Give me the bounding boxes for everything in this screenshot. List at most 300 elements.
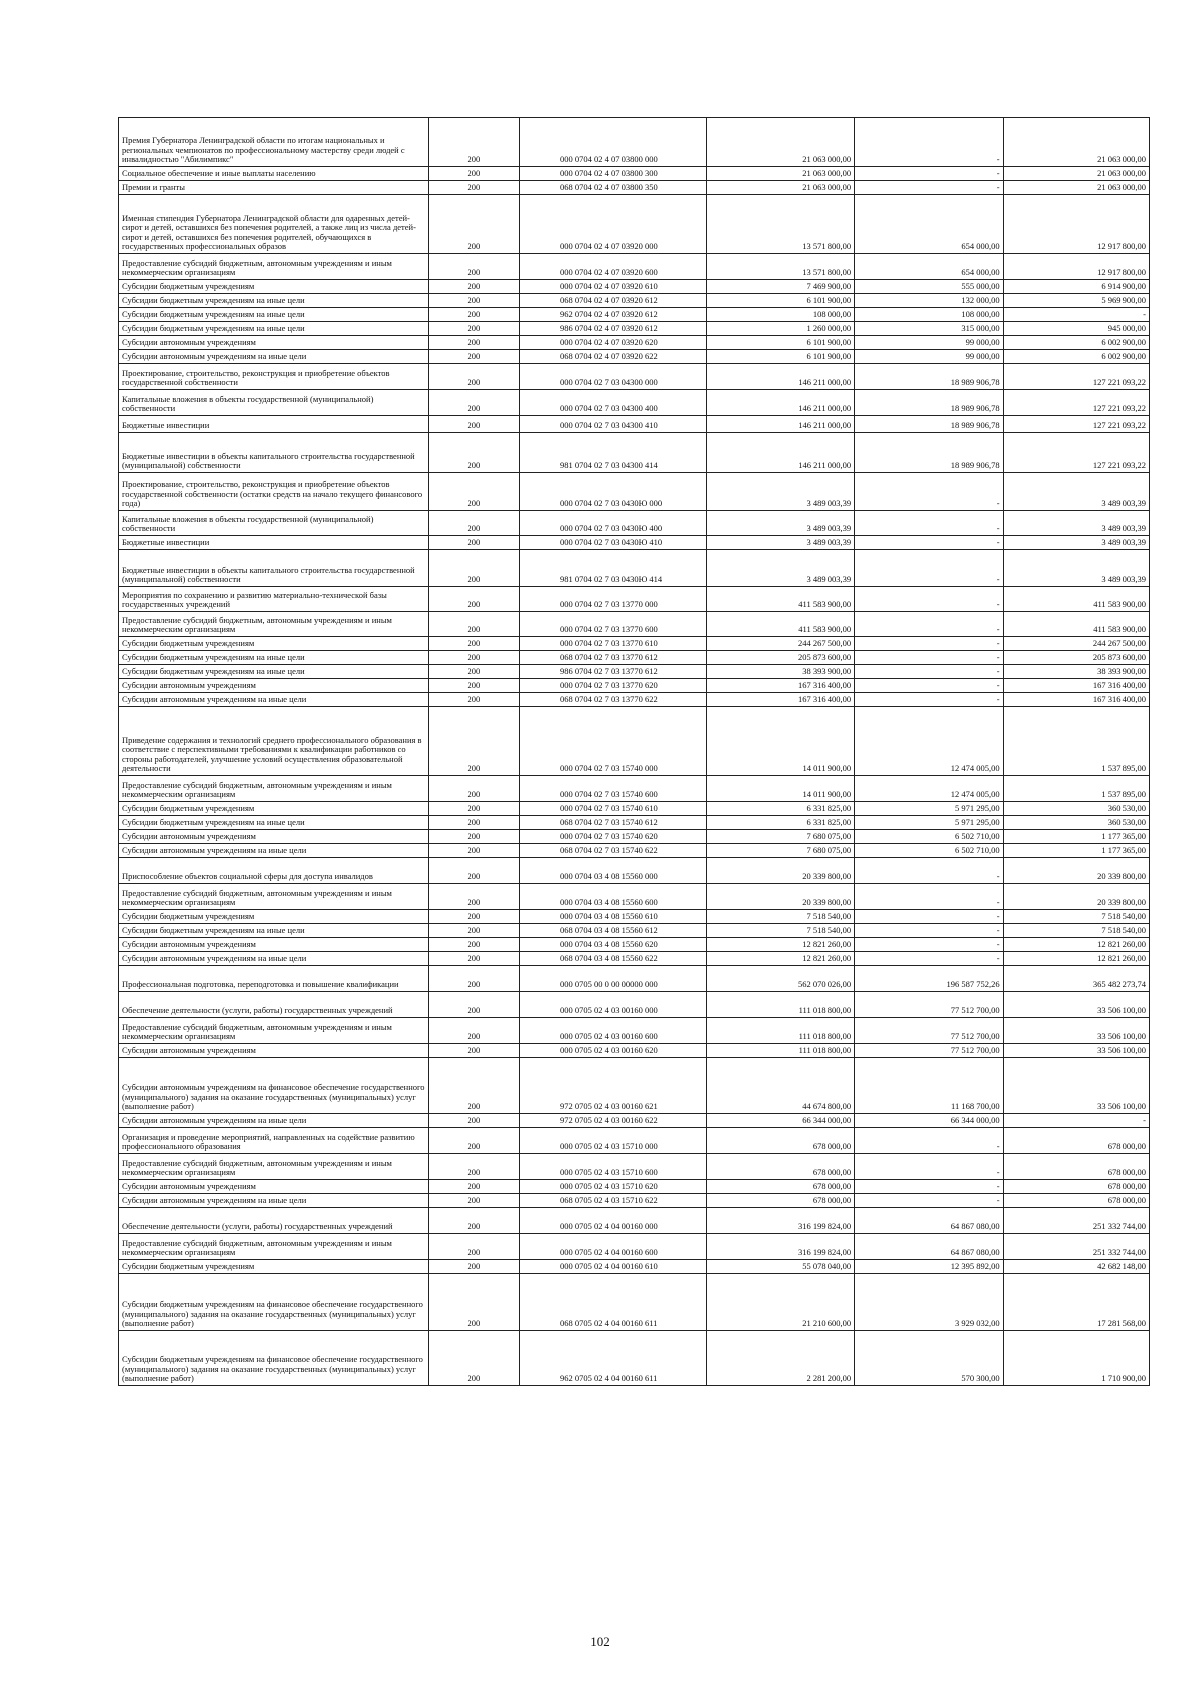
table-row [119, 1128, 1150, 1154]
table-row [119, 587, 1150, 612]
row-name-cell: Бюджетные инвестиции [119, 536, 429, 550]
row-code-cell: 200 [428, 1114, 519, 1128]
row-remaining-amount-cell: 7 518 540,00 [1003, 924, 1149, 938]
row-classification-cell: 000 0704 02 4 07 03920 000 [519, 195, 706, 254]
row-approved-amount-cell: 6 101 900,00 [706, 350, 854, 364]
row-approved-amount-cell: 146 211 000,00 [706, 416, 854, 433]
row-approved-amount-cell: 7 680 075,00 [706, 830, 854, 844]
row-code-cell: 200 [428, 1208, 519, 1234]
row-classification-cell: 000 0704 02 4 07 03800 000 [519, 118, 706, 167]
row-executed-amount-cell: - [855, 693, 1003, 707]
row-code-cell: 200 [428, 858, 519, 884]
row-name-cell: Обеспечение деятельности (услуги, работы) государственных учреждений [119, 992, 429, 1018]
row-code-cell: 200 [428, 966, 519, 992]
row-code-cell: 200 [428, 612, 519, 637]
row-classification-cell: 000 0705 02 4 04 00160 600 [519, 1234, 706, 1260]
table-row [119, 167, 1150, 181]
row-approved-amount-cell: 3 489 003,39 [706, 536, 854, 550]
row-executed-amount-cell: - [855, 679, 1003, 693]
row-name-cell: Субсидии автономным учреждениям [119, 1180, 429, 1194]
row-remaining-amount-cell: 17 281 568,00 [1003, 1274, 1149, 1331]
row-approved-amount-cell: 562 070 026,00 [706, 966, 854, 992]
row-classification-cell: 000 0704 03 4 08 15560 620 [519, 938, 706, 952]
row-approved-amount-cell: 316 199 824,00 [706, 1208, 854, 1234]
table-row [119, 830, 1150, 844]
row-classification-cell: 962 0705 02 4 04 00160 611 [519, 1331, 706, 1386]
table-row [119, 776, 1150, 802]
row-remaining-amount-cell: 205 873 600,00 [1003, 651, 1149, 665]
row-remaining-amount-cell: 251 332 744,00 [1003, 1234, 1149, 1260]
row-remaining-amount-cell: 127 221 093,22 [1003, 364, 1149, 390]
row-code-cell: 200 [428, 118, 519, 167]
row-code-cell: 200 [428, 1260, 519, 1274]
row-name-cell: Субсидии бюджетным учреждениям на иные цели [119, 924, 429, 938]
row-name-cell: Субсидии автономным учреждениям на иные цели [119, 952, 429, 966]
row-executed-amount-cell: 132 000,00 [855, 294, 1003, 308]
row-name-cell: Капитальные вложения в объекты государственной (муниципальной) собственности [119, 511, 429, 536]
row-classification-cell: 000 0705 02 4 03 15710 600 [519, 1154, 706, 1180]
table-row [119, 308, 1150, 322]
row-name-cell: Субсидии бюджетным учреждениям на финансовое обеспечение государственного (муниципального) задания на оказание государственных (муниципальных) услуг (выполнение работ) [119, 1274, 429, 1331]
row-remaining-amount-cell: 3 489 003,39 [1003, 550, 1149, 587]
row-name-cell: Субсидии автономным учреждениям [119, 830, 429, 844]
row-name-cell: Профессиональная подготовка, переподготовка и повышение квалификации [119, 966, 429, 992]
row-name-cell: Премии и гранты [119, 181, 429, 195]
table-row [119, 1018, 1150, 1044]
row-approved-amount-cell: 2 281 200,00 [706, 1331, 854, 1386]
row-classification-cell: 000 0704 02 4 07 03920 600 [519, 254, 706, 280]
row-approved-amount-cell: 7 518 540,00 [706, 910, 854, 924]
row-code-cell: 200 [428, 1180, 519, 1194]
row-remaining-amount-cell: 33 506 100,00 [1003, 1018, 1149, 1044]
row-approved-amount-cell: 411 583 900,00 [706, 612, 854, 637]
row-code-cell: 200 [428, 1128, 519, 1154]
row-code-cell: 200 [428, 433, 519, 473]
row-classification-cell: 000 0704 02 7 03 13770 620 [519, 679, 706, 693]
row-remaining-amount-cell: 6 002 900,00 [1003, 336, 1149, 350]
row-classification-cell: 000 0705 02 4 03 00160 620 [519, 1044, 706, 1058]
row-name-cell: Субсидии автономным учреждениям на иные цели [119, 693, 429, 707]
row-code-cell: 200 [428, 195, 519, 254]
row-remaining-amount-cell: 33 506 100,00 [1003, 992, 1149, 1018]
row-classification-cell: 000 0705 00 0 00 00000 000 [519, 966, 706, 992]
row-code-cell: 200 [428, 416, 519, 433]
row-approved-amount-cell: 678 000,00 [706, 1154, 854, 1180]
row-classification-cell: 068 0704 03 4 08 15560 612 [519, 924, 706, 938]
row-remaining-amount-cell: 7 518 540,00 [1003, 910, 1149, 924]
row-approved-amount-cell: 7 469 900,00 [706, 280, 854, 294]
row-executed-amount-cell: - [855, 550, 1003, 587]
row-approved-amount-cell: 678 000,00 [706, 1128, 854, 1154]
row-executed-amount-cell: - [855, 1154, 1003, 1180]
table-row [119, 336, 1150, 350]
row-name-cell: Бюджетные инвестиции в объекты капитального строительства государственной (муниципальной) собственности [119, 433, 429, 473]
row-name-cell: Проектирование, строительство, реконструкция и приобретение объектов государственной собственности (остатки средств на начало текущего финансового года) [119, 473, 429, 511]
row-code-cell: 200 [428, 364, 519, 390]
row-executed-amount-cell: 18 989 906,78 [855, 416, 1003, 433]
row-executed-amount-cell: 77 512 700,00 [855, 1044, 1003, 1058]
row-remaining-amount-cell: 411 583 900,00 [1003, 587, 1149, 612]
row-code-cell: 200 [428, 511, 519, 536]
row-remaining-amount-cell: 244 267 500,00 [1003, 637, 1149, 651]
row-name-cell: Организация и проведение мероприятий, направленных на содействие развитию профессионального образования [119, 1128, 429, 1154]
row-remaining-amount-cell: 3 489 003,39 [1003, 511, 1149, 536]
row-classification-cell: 068 0704 03 4 08 15560 622 [519, 952, 706, 966]
row-executed-amount-cell: - [855, 612, 1003, 637]
row-executed-amount-cell: - [855, 587, 1003, 612]
row-approved-amount-cell: 21 210 600,00 [706, 1274, 854, 1331]
row-classification-cell: 068 0704 02 7 03 13770 622 [519, 693, 706, 707]
row-executed-amount-cell: - [855, 167, 1003, 181]
row-name-cell: Социальное обеспечение и иные выплаты населению [119, 167, 429, 181]
row-executed-amount-cell: - [855, 511, 1003, 536]
row-classification-cell: 000 0705 02 4 04 00160 000 [519, 1208, 706, 1234]
row-remaining-amount-cell: 127 221 093,22 [1003, 416, 1149, 433]
row-executed-amount-cell: 5 971 295,00 [855, 816, 1003, 830]
row-executed-amount-cell: - [855, 651, 1003, 665]
row-classification-cell: 981 0704 02 7 03 0430Ю 414 [519, 550, 706, 587]
row-code-cell: 200 [428, 651, 519, 665]
row-classification-cell: 068 0705 02 4 03 15710 622 [519, 1194, 706, 1208]
budget-execution-table [118, 117, 1150, 1386]
row-executed-amount-cell: - [855, 924, 1003, 938]
row-name-cell: Именная стипендия Губернатора Ленинградской области для одаренных детей-сирот и детей, оставшихся без попечения родителей, а также лиц из числа детей-сирот и детей, оставшихся без попечения родителей, обучающихся в государственных профессиональных образов [119, 195, 429, 254]
row-remaining-amount-cell: 42 682 148,00 [1003, 1260, 1149, 1274]
row-code-cell: 200 [428, 1331, 519, 1386]
row-executed-amount-cell: 64 867 080,00 [855, 1208, 1003, 1234]
row-executed-amount-cell: 11 168 700,00 [855, 1058, 1003, 1114]
row-code-cell: 200 [428, 707, 519, 776]
row-name-cell: Субсидии автономным учреждениям [119, 336, 429, 350]
row-name-cell: Субсидии бюджетным учреждениям на иные цели [119, 816, 429, 830]
row-approved-amount-cell: 111 018 800,00 [706, 1018, 854, 1044]
row-remaining-amount-cell: 21 063 000,00 [1003, 118, 1149, 167]
row-remaining-amount-cell: 167 316 400,00 [1003, 693, 1149, 707]
row-name-cell: Субсидии автономным учреждениям на иные цели [119, 350, 429, 364]
row-executed-amount-cell: - [855, 1180, 1003, 1194]
row-remaining-amount-cell: 38 393 900,00 [1003, 665, 1149, 679]
row-remaining-amount-cell: 20 339 800,00 [1003, 858, 1149, 884]
row-classification-cell: 000 0704 02 7 03 0430Ю 410 [519, 536, 706, 550]
row-approved-amount-cell: 146 211 000,00 [706, 364, 854, 390]
row-remaining-amount-cell: 678 000,00 [1003, 1128, 1149, 1154]
row-executed-amount-cell: 5 971 295,00 [855, 802, 1003, 816]
row-remaining-amount-cell: 33 506 100,00 [1003, 1044, 1149, 1058]
row-executed-amount-cell: 77 512 700,00 [855, 1018, 1003, 1044]
row-classification-cell: 068 0705 02 4 04 00160 611 [519, 1274, 706, 1331]
row-remaining-amount-cell: 33 506 100,00 [1003, 1058, 1149, 1114]
row-classification-cell: 000 0705 02 4 03 15710 000 [519, 1128, 706, 1154]
row-code-cell: 200 [428, 167, 519, 181]
row-name-cell: Субсидии бюджетным учреждениям на иные цели [119, 665, 429, 679]
table-row [119, 390, 1150, 416]
row-name-cell: Мероприятия по сохранению и развитию материально-технической базы государственных учреждений [119, 587, 429, 612]
row-remaining-amount-cell: 365 482 273,74 [1003, 966, 1149, 992]
row-remaining-amount-cell: 21 063 000,00 [1003, 167, 1149, 181]
row-code-cell: 200 [428, 1044, 519, 1058]
row-name-cell: Субсидии автономным учреждениям [119, 679, 429, 693]
row-code-cell: 200 [428, 693, 519, 707]
row-code-cell: 200 [428, 665, 519, 679]
table-row [119, 884, 1150, 910]
row-approved-amount-cell: 21 063 000,00 [706, 167, 854, 181]
row-classification-cell: 068 0704 02 7 03 15740 622 [519, 844, 706, 858]
row-approved-amount-cell: 13 571 800,00 [706, 195, 854, 254]
row-approved-amount-cell: 21 063 000,00 [706, 118, 854, 167]
row-code-cell: 200 [428, 910, 519, 924]
row-classification-cell: 068 0704 02 4 07 03800 350 [519, 181, 706, 195]
row-name-cell: Субсидии бюджетным учреждениям на иные цели [119, 294, 429, 308]
row-executed-amount-cell: - [855, 637, 1003, 651]
row-code-cell: 200 [428, 992, 519, 1018]
row-approved-amount-cell: 44 674 800,00 [706, 1058, 854, 1114]
row-remaining-amount-cell: 20 339 800,00 [1003, 884, 1149, 910]
row-executed-amount-cell: - [855, 884, 1003, 910]
table-row [119, 195, 1150, 254]
row-remaining-amount-cell: 12 821 260,00 [1003, 938, 1149, 952]
row-executed-amount-cell: 18 989 906,78 [855, 390, 1003, 416]
row-approved-amount-cell: 6 331 825,00 [706, 802, 854, 816]
row-executed-amount-cell: - [855, 118, 1003, 167]
row-approved-amount-cell: 678 000,00 [706, 1180, 854, 1194]
row-remaining-amount-cell: - [1003, 308, 1149, 322]
row-classification-cell: 000 0704 02 7 03 15740 000 [519, 707, 706, 776]
table-row [119, 433, 1150, 473]
row-remaining-amount-cell: 1 177 365,00 [1003, 830, 1149, 844]
row-executed-amount-cell: 99 000,00 [855, 336, 1003, 350]
row-approved-amount-cell: 14 011 900,00 [706, 707, 854, 776]
row-approved-amount-cell: 3 489 003,39 [706, 511, 854, 536]
row-name-cell: Предоставление субсидий бюджетным, автономным учреждениям и иным некоммерческим организациям [119, 612, 429, 637]
row-code-cell: 200 [428, 924, 519, 938]
table-row [119, 1114, 1150, 1128]
row-executed-amount-cell: - [855, 473, 1003, 511]
row-executed-amount-cell: - [855, 952, 1003, 966]
row-remaining-amount-cell: 127 221 093,22 [1003, 433, 1149, 473]
row-code-cell: 200 [428, 952, 519, 966]
row-approved-amount-cell: 205 873 600,00 [706, 651, 854, 665]
table-row [119, 550, 1150, 587]
table-row [119, 637, 1150, 651]
row-remaining-amount-cell: 5 969 900,00 [1003, 294, 1149, 308]
row-code-cell: 200 [428, 294, 519, 308]
row-classification-cell: 000 0705 02 4 04 00160 610 [519, 1260, 706, 1274]
row-approved-amount-cell: 678 000,00 [706, 1194, 854, 1208]
row-executed-amount-cell: - [855, 1128, 1003, 1154]
row-executed-amount-cell: - [855, 910, 1003, 924]
row-approved-amount-cell: 38 393 900,00 [706, 665, 854, 679]
row-classification-cell: 000 0704 03 4 08 15560 000 [519, 858, 706, 884]
row-approved-amount-cell: 14 011 900,00 [706, 776, 854, 802]
row-approved-amount-cell: 6 101 900,00 [706, 336, 854, 350]
table-row [119, 1194, 1150, 1208]
table-row [119, 816, 1150, 830]
row-executed-amount-cell: 3 929 032,00 [855, 1274, 1003, 1331]
table-row [119, 693, 1150, 707]
row-remaining-amount-cell: 360 530,00 [1003, 816, 1149, 830]
table-row [119, 118, 1150, 167]
row-remaining-amount-cell: 3 489 003,39 [1003, 473, 1149, 511]
row-remaining-amount-cell: 1 537 895,00 [1003, 776, 1149, 802]
row-code-cell: 200 [428, 473, 519, 511]
row-name-cell: Предоставление субсидий бюджетным, автономным учреждениям и иным некоммерческим организациям [119, 1154, 429, 1180]
row-code-cell: 200 [428, 884, 519, 910]
row-remaining-amount-cell: 411 583 900,00 [1003, 612, 1149, 637]
row-approved-amount-cell: 146 211 000,00 [706, 390, 854, 416]
table-row [119, 322, 1150, 336]
row-classification-cell: 972 0705 02 4 03 00160 622 [519, 1114, 706, 1128]
row-approved-amount-cell: 244 267 500,00 [706, 637, 854, 651]
table-row [119, 1058, 1150, 1114]
row-approved-amount-cell: 111 018 800,00 [706, 1044, 854, 1058]
table-row [119, 1260, 1150, 1274]
table-row [119, 924, 1150, 938]
row-classification-cell: 000 0705 02 4 03 15710 620 [519, 1180, 706, 1194]
row-classification-cell: 962 0704 02 4 07 03920 612 [519, 308, 706, 322]
table-row [119, 181, 1150, 195]
row-remaining-amount-cell: 678 000,00 [1003, 1194, 1149, 1208]
row-approved-amount-cell: 1 260 000,00 [706, 322, 854, 336]
table-row [119, 665, 1150, 679]
row-code-cell: 200 [428, 280, 519, 294]
row-classification-cell: 000 0704 02 7 03 15740 600 [519, 776, 706, 802]
row-classification-cell: 000 0705 02 4 03 00160 000 [519, 992, 706, 1018]
table-row [119, 473, 1150, 511]
row-classification-cell: 068 0704 02 4 07 03920 612 [519, 294, 706, 308]
row-executed-amount-cell: - [855, 665, 1003, 679]
table-row [119, 612, 1150, 637]
row-executed-amount-cell: 555 000,00 [855, 280, 1003, 294]
row-executed-amount-cell: 6 502 710,00 [855, 844, 1003, 858]
row-remaining-amount-cell: 678 000,00 [1003, 1180, 1149, 1194]
row-name-cell: Проектирование, строительство, реконструкция и приобретение объектов государственной собственности [119, 364, 429, 390]
row-code-cell: 200 [428, 536, 519, 550]
row-code-cell: 200 [428, 1018, 519, 1044]
row-name-cell: Предоставление субсидий бюджетным, автономным учреждениям и иным некоммерческим организациям [119, 1234, 429, 1260]
row-code-cell: 200 [428, 350, 519, 364]
row-name-cell: Субсидии бюджетным учреждениям на иные цели [119, 322, 429, 336]
row-executed-amount-cell: 315 000,00 [855, 322, 1003, 336]
row-executed-amount-cell: 12 474 005,00 [855, 707, 1003, 776]
row-classification-cell: 068 0704 02 7 03 13770 612 [519, 651, 706, 665]
row-approved-amount-cell: 12 821 260,00 [706, 938, 854, 952]
table-row [119, 938, 1150, 952]
row-remaining-amount-cell: 1 710 900,00 [1003, 1331, 1149, 1386]
row-remaining-amount-cell: 167 316 400,00 [1003, 679, 1149, 693]
row-code-cell: 200 [428, 816, 519, 830]
row-name-cell: Приведение содержания и технологий среднего профессионального образования в соответствие с перспективными требованиями к квалификации работников со стороны работодателей, улучшение условий осуществления образовательной деятельности [119, 707, 429, 776]
page-number: 102 [590, 1634, 610, 1649]
row-classification-cell: 000 0704 02 4 07 03920 610 [519, 280, 706, 294]
row-classification-cell: 000 0704 02 7 03 15740 620 [519, 830, 706, 844]
row-classification-cell: 972 0705 02 4 03 00160 621 [519, 1058, 706, 1114]
row-name-cell: Предоставление субсидий бюджетным, автономным учреждениям и иным некоммерческим организациям [119, 776, 429, 802]
row-classification-cell: 000 0704 02 7 03 04300 400 [519, 390, 706, 416]
row-classification-cell: 000 0704 03 4 08 15560 610 [519, 910, 706, 924]
row-approved-amount-cell: 167 316 400,00 [706, 693, 854, 707]
row-approved-amount-cell: 55 078 040,00 [706, 1260, 854, 1274]
row-executed-amount-cell: 654 000,00 [855, 195, 1003, 254]
row-classification-cell: 068 0704 02 7 03 15740 612 [519, 816, 706, 830]
table-row [119, 1274, 1150, 1331]
row-executed-amount-cell: 77 512 700,00 [855, 992, 1003, 1018]
row-code-cell: 200 [428, 1194, 519, 1208]
row-name-cell: Субсидии бюджетным учреждениям [119, 280, 429, 294]
row-executed-amount-cell: 6 502 710,00 [855, 830, 1003, 844]
row-approved-amount-cell: 7 518 540,00 [706, 924, 854, 938]
table-row [119, 364, 1150, 390]
table-body [119, 118, 1150, 1386]
row-classification-cell: 000 0704 02 7 03 13770 600 [519, 612, 706, 637]
row-executed-amount-cell: - [855, 938, 1003, 952]
row-approved-amount-cell: 20 339 800,00 [706, 884, 854, 910]
row-approved-amount-cell: 6 331 825,00 [706, 816, 854, 830]
row-name-cell: Капитальные вложения в объекты государственной (муниципальной) собственности [119, 390, 429, 416]
row-code-cell: 200 [428, 1058, 519, 1114]
row-remaining-amount-cell: 12 917 800,00 [1003, 254, 1149, 280]
row-classification-cell: 986 0704 02 4 07 03920 612 [519, 322, 706, 336]
row-approved-amount-cell: 12 821 260,00 [706, 952, 854, 966]
table-row [119, 350, 1150, 364]
row-name-cell: Обеспечение деятельности (услуги, работы) государственных учреждений [119, 1208, 429, 1234]
row-classification-cell: 986 0704 02 7 03 13770 612 [519, 665, 706, 679]
row-executed-amount-cell: 12 474 005,00 [855, 776, 1003, 802]
row-classification-cell: 000 0704 03 4 08 15560 600 [519, 884, 706, 910]
row-remaining-amount-cell: 6 002 900,00 [1003, 350, 1149, 364]
table-row [119, 952, 1150, 966]
row-code-cell: 200 [428, 1154, 519, 1180]
row-remaining-amount-cell: 12 917 800,00 [1003, 195, 1149, 254]
row-name-cell: Предоставление субсидий бюджетным, автономным учреждениям и иным некоммерческим организациям [119, 1018, 429, 1044]
table-row [119, 844, 1150, 858]
row-classification-cell: 000 0704 02 7 03 0430Ю 400 [519, 511, 706, 536]
table-row [119, 858, 1150, 884]
row-executed-amount-cell: - [855, 1194, 1003, 1208]
row-code-cell: 200 [428, 830, 519, 844]
row-approved-amount-cell: 7 680 075,00 [706, 844, 854, 858]
row-name-cell: Субсидии бюджетным учреждениям на иные цели [119, 308, 429, 322]
table-row [119, 679, 1150, 693]
row-executed-amount-cell: 66 344 000,00 [855, 1114, 1003, 1128]
row-approved-amount-cell: 13 571 800,00 [706, 254, 854, 280]
row-code-cell: 200 [428, 390, 519, 416]
row-code-cell: 200 [428, 308, 519, 322]
row-remaining-amount-cell: 127 221 093,22 [1003, 390, 1149, 416]
row-executed-amount-cell: 99 000,00 [855, 350, 1003, 364]
row-code-cell: 200 [428, 254, 519, 280]
row-name-cell: Субсидии автономным учреждениям [119, 938, 429, 952]
row-executed-amount-cell: 64 867 080,00 [855, 1234, 1003, 1260]
row-name-cell: Предоставление субсидий бюджетным, автономным учреждениям и иным некоммерческим организациям [119, 254, 429, 280]
row-name-cell: Субсидии автономным учреждениям на иные цели [119, 1194, 429, 1208]
row-classification-cell: 068 0704 02 4 07 03920 622 [519, 350, 706, 364]
row-name-cell: Премия Губернатора Ленинградской области по итогам национальных и региональных чемпионатов по профессиональному мастерству среди людей с инвалидностью "Абилимпикс" [119, 118, 429, 167]
row-name-cell: Приспособление объектов социальной сферы для доступа инвалидов [119, 858, 429, 884]
row-classification-cell: 000 0704 02 7 03 0430Ю 000 [519, 473, 706, 511]
row-classification-cell: 000 0704 02 4 07 03800 300 [519, 167, 706, 181]
table-row [119, 1180, 1150, 1194]
table-row [119, 280, 1150, 294]
row-executed-amount-cell: - [855, 858, 1003, 884]
row-code-cell: 200 [428, 181, 519, 195]
row-approved-amount-cell: 316 199 824,00 [706, 1234, 854, 1260]
row-name-cell: Предоставление субсидий бюджетным, автономным учреждениям и иным некоммерческим организациям [119, 884, 429, 910]
table-row [119, 1044, 1150, 1058]
table-row [119, 294, 1150, 308]
row-executed-amount-cell: 108 000,00 [855, 308, 1003, 322]
row-executed-amount-cell: 570 300,00 [855, 1331, 1003, 1386]
table-row [119, 416, 1150, 433]
